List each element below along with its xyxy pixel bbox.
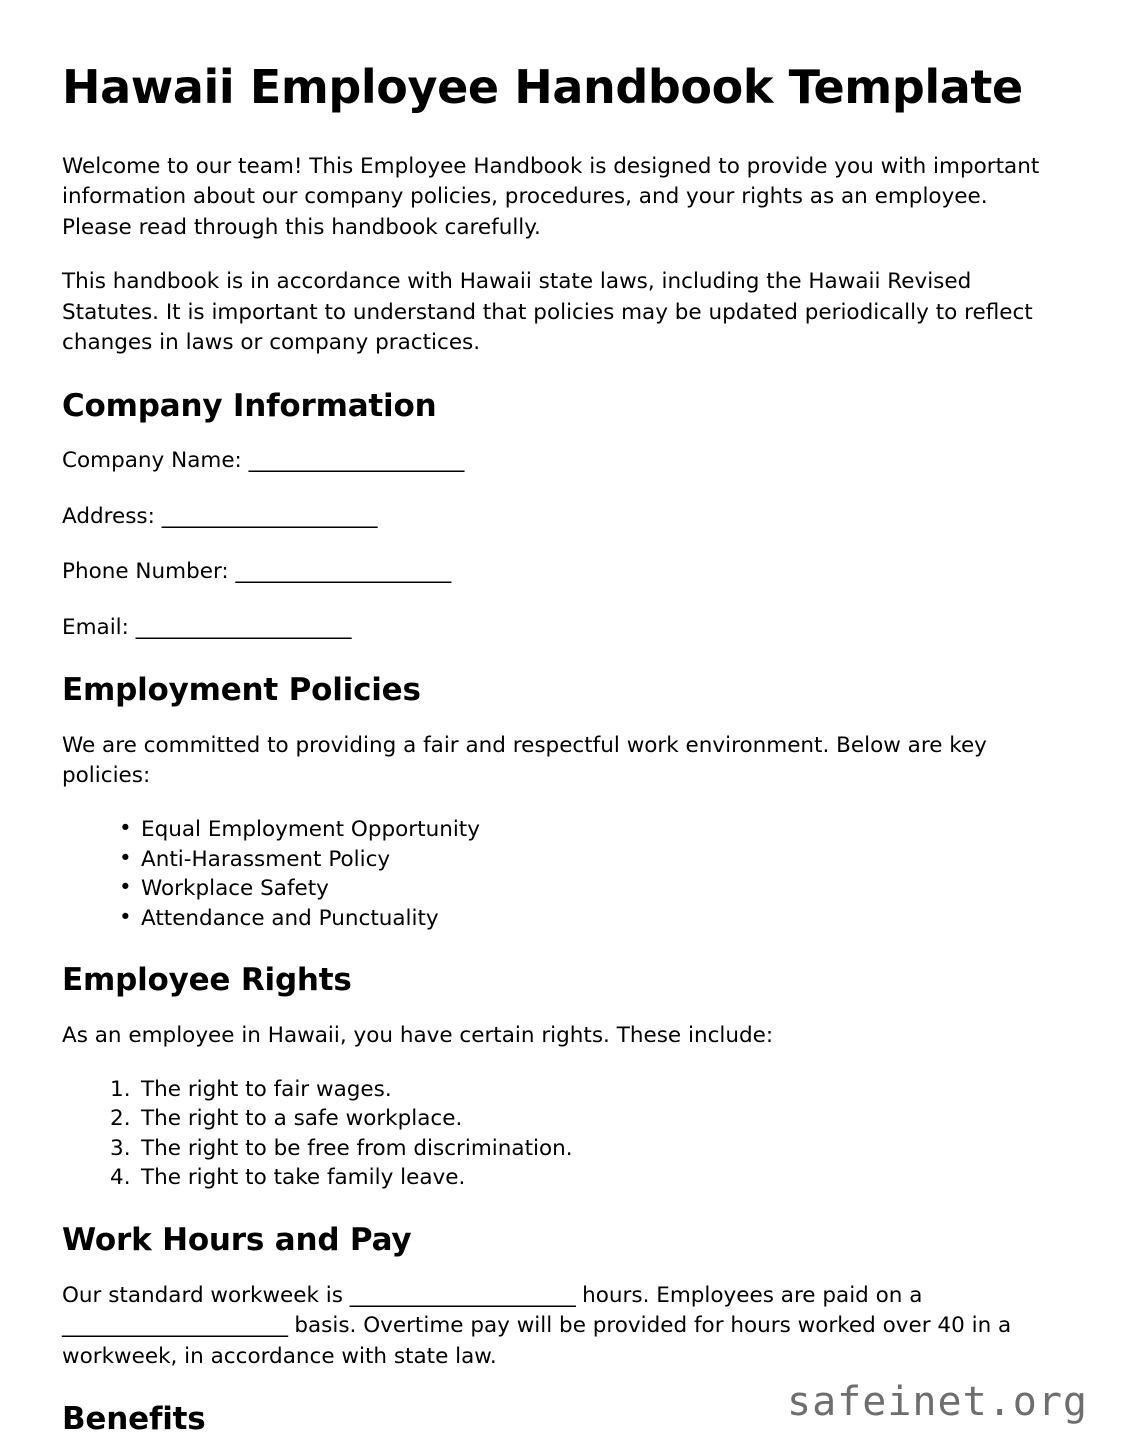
field-email xyxy=(62,613,1058,644)
page-title: Hawaii Employee Handbook Template xyxy=(62,60,1023,114)
field-blank-address[interactable]: _____________________ xyxy=(161,503,377,529)
employment-policies-intro: We are committed to providing a fair and respectful work environment. Below are key policies: xyxy=(62,732,987,789)
employee-rights-list xyxy=(62,1076,1058,1193)
list-item: The right to take family leave. xyxy=(141,1165,466,1191)
field-blank-company-name[interactable]: _____________________ xyxy=(248,448,464,474)
section-heading-work-hours-and-pay: Work Hours and Pay xyxy=(62,1221,412,1258)
work-hours-paragraph xyxy=(62,1281,1058,1373)
field-label-address: Address: xyxy=(62,503,155,529)
list-item: The right to fair wages. xyxy=(141,1076,392,1102)
list-item: • Attendance and Punctuality xyxy=(119,905,1058,934)
section-heading-employee-rights: Employee Rights xyxy=(62,962,352,999)
section-heading-benefits: Benefits xyxy=(62,1401,206,1438)
field-phone-number xyxy=(62,557,1058,588)
work-hours-blank-pay-basis[interactable]: ______________________ xyxy=(62,1313,288,1339)
list-item: • Equal Employment Opportunity xyxy=(119,816,1058,845)
field-blank-phone-number[interactable]: _____________________ xyxy=(235,559,451,585)
work-hours-text-2: hours. Employees are paid on a xyxy=(575,1282,923,1308)
work-hours-text-1: Our standard workweek is xyxy=(62,1282,350,1308)
employee-rights-intro: As an employee in Hawaii, you have certain rights. These include: xyxy=(62,1023,774,1048)
watermark: safeinet.org xyxy=(787,1379,1088,1425)
list-item: The right to be free from discrimination. xyxy=(141,1135,573,1161)
list-item: • Workplace Safety xyxy=(119,875,1058,904)
field-blank-email[interactable]: _____________________ xyxy=(135,614,351,640)
intro-paragraph-2: This handbook is in accordance with Hawaii state laws, including the Hawaii Revised Statutes. It is important to understand that policies may be updated periodically to reflect changes in laws or company practices. xyxy=(62,269,1033,356)
work-hours-blank-hours[interactable]: ______________________ xyxy=(349,1282,576,1308)
list-item: • Anti-Harassment Policy xyxy=(119,846,1058,875)
field-label-company-name: Company Name: xyxy=(62,448,242,474)
field-address xyxy=(62,502,1058,533)
list-item: The right to a safe workplace. xyxy=(141,1106,463,1132)
intro-paragraph-1: Welcome to our team! This Employee Handbook is designed to provide you with important information about our company policies, procedures, and your rights as an employee. Please read through this handbook carefully. xyxy=(62,153,1040,240)
section-heading-company-information: Company Information xyxy=(62,387,437,424)
section-heading-employment-policies: Employment Policies xyxy=(62,672,421,709)
employment-policies-list xyxy=(62,816,1058,933)
field-label-phone-number: Phone Number: xyxy=(62,559,229,585)
field-label-email: Email: xyxy=(62,614,129,640)
work-hours-text-3: basis. Overtime pay will be provided for hours worked over 40 in a workweek, in accordance with state law. xyxy=(62,1313,1012,1369)
field-company-name xyxy=(62,446,1058,477)
